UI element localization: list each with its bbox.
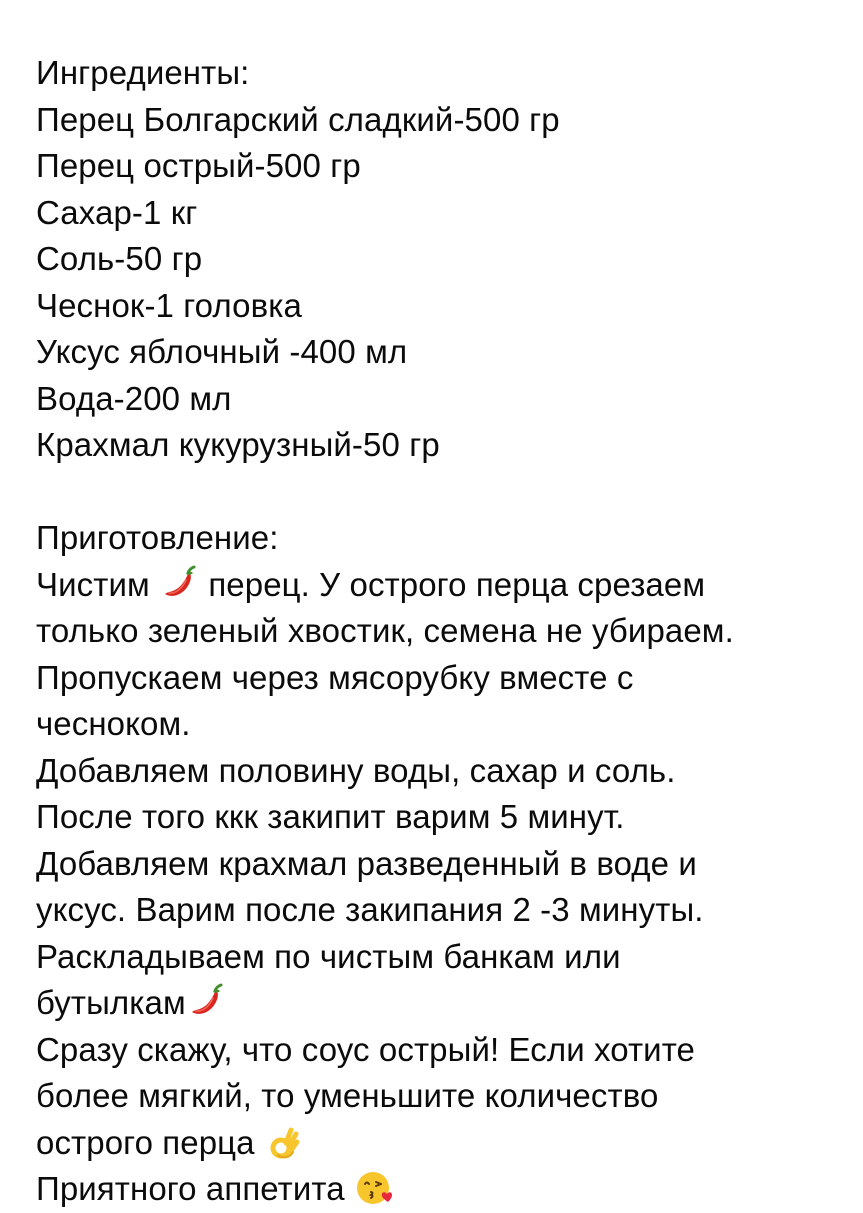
preparation-line (36, 1120, 836, 1167)
preparation-line: Сразу скажу, что соус острый! Если хотите (36, 1030, 696, 1068)
preparation-heading: Приготовление: (36, 519, 279, 556)
preparation-line: После того ккк закипит варим 5 минут. (36, 798, 625, 835)
preparation-line: более мягкий, то уменьшите количество (36, 1077, 659, 1114)
preparation-line (36, 980, 836, 1027)
preparation-line: Пропускаем через мясорубку вместе с (36, 658, 634, 696)
ingredients-heading: Ингредиенты: (36, 54, 250, 91)
ingredient-item: Перец острый-500 гр (36, 147, 361, 184)
preparation-line: только зеленый хвостик, семена не убираем. (36, 612, 734, 649)
ok-hand-icon (264, 1122, 304, 1162)
preparation-line: Добавляем половину воды, сахар и соль. (36, 751, 676, 789)
ingredient-item: Соль-50 гр (36, 240, 203, 277)
preparation-line: уксус. Варим после закипания 2 -3 минуты. (36, 891, 704, 928)
preparation-line (36, 1166, 836, 1213)
ingredient-item: Перец Болгарский сладкий-500 гр (36, 100, 560, 138)
hot-pepper-icon (159, 564, 199, 604)
preparation-text: бутылкам (36, 984, 186, 1021)
ingredient-item: Чеснок-1 головка (36, 286, 302, 324)
ingredient-item: Сахар-1 кг (36, 193, 198, 231)
preparation-line: чесноком. (36, 705, 191, 742)
preparation-line (36, 562, 836, 609)
preparation-line: Раскладываем по чистым банкам или (36, 937, 621, 975)
ingredient-item: Крахмал кукурузный-50 гр (36, 426, 440, 463)
paragraph-gap (36, 469, 836, 516)
hot-pepper-icon (186, 982, 226, 1022)
recipe-text (36, 50, 836, 1213)
preparation-text: перец. У острого перца срезаем (199, 565, 706, 603)
ingredient-item: Вода-200 мл (36, 379, 232, 417)
face-blowing-kiss-icon (354, 1168, 394, 1208)
preparation-text: Чистим (36, 565, 160, 603)
ingredient-item: Уксус яблочный -400 мл (36, 333, 408, 370)
preparation-text: острого перца (36, 1123, 264, 1161)
preparation-text: Приятного аппетита (36, 1170, 354, 1207)
preparation-line: Добавляем крахмал разведенный в воде и (36, 844, 697, 882)
